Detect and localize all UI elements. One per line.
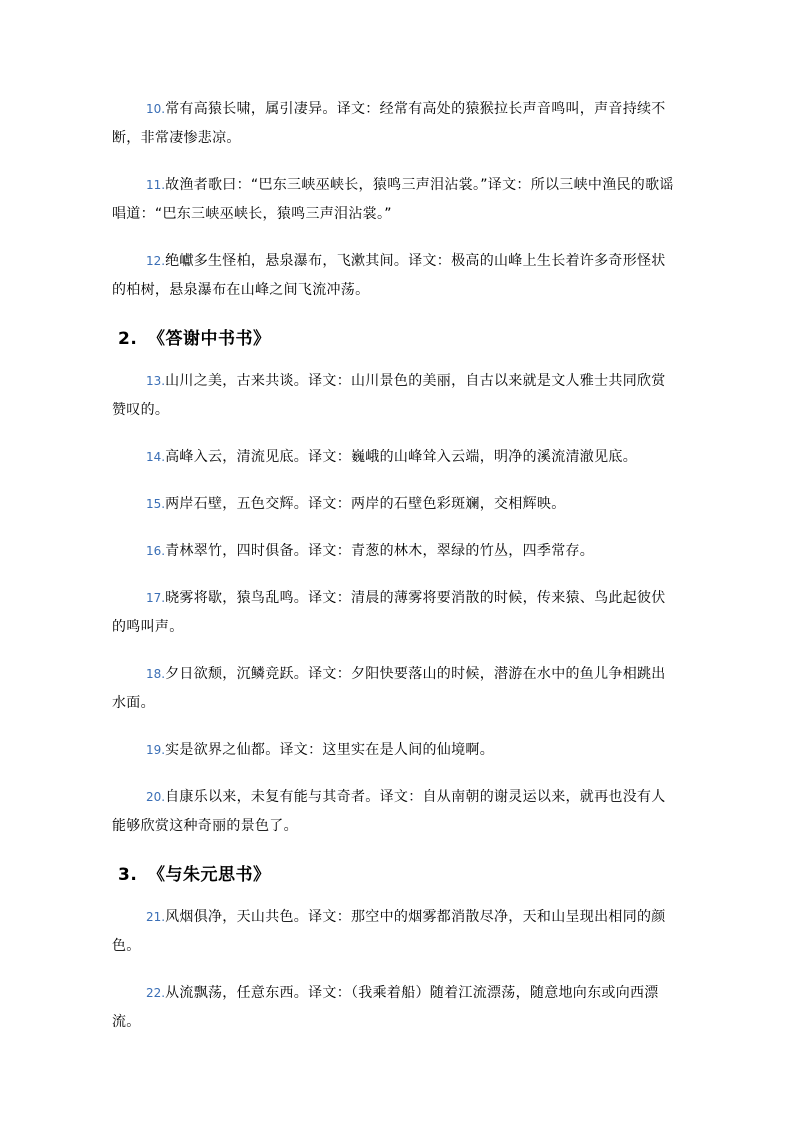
translation-item-17: [112, 584, 674, 642]
item-text: 青林翠竹，四时俱备。译文：青葱的林木，翠绿的竹丛，四季常存。: [165, 543, 595, 559]
item-text: 常有高猿长啸，属引凄异。译文：经常有高处的猿猴拉长声音鸣叫，声音持续不断，非常凄惨悲凉。: [112, 101, 666, 146]
item-number: 15.: [146, 497, 166, 511]
item-text: 两岸石壁，五色交辉。译文：两岸的石壁色彩斑斓，交相辉映。: [165, 496, 566, 512]
item-number: 12.: [146, 254, 166, 268]
item-number: 18.: [146, 667, 166, 681]
section-title: 《答谢中书书》: [148, 329, 271, 349]
item-text: 自康乐以来，未复有能与其奇者。译文：自从南朝的谢灵运以来，就再也没有人能够欣赏这种奇丽的景色了。: [112, 789, 666, 834]
translation-item-14: [112, 443, 674, 472]
item-text: 从流飘荡，任意东西。译文：（我乘着船）随着江流漂荡，随意地向东或向西漂流。: [112, 985, 659, 1030]
translation-item-11: [112, 171, 674, 229]
translation-item-18: [112, 660, 674, 718]
item-text: 实是欲界之仙都。译文：这里实在是人间的仙境啊。: [165, 742, 494, 758]
item-number: 10.: [146, 102, 166, 116]
item-number: 14.: [146, 450, 166, 464]
item-number: 17.: [146, 591, 166, 605]
item-text: 高峰入云，清流见底。译文：巍峨的山峰耸入云端，明净的溪流清澈见底。: [165, 449, 637, 465]
translation-item-16: [112, 537, 674, 566]
item-text: 山川之美，古来共谈。译文：山川景色的美丽，自古以来就是文人雅士共同欣赏赞叹的。: [112, 373, 666, 418]
item-text: 晓雾将歇，猿鸟乱鸣。译文：清晨的薄雾将要消散的时候，传来猿、鸟此起彼伏的鸣叫声。: [112, 590, 666, 635]
item-text: 夕日欲颓，沉鳞竞跃。译文：夕阳快要落山的时候，潜游在水中的鱼儿争相跳出水面。: [112, 666, 666, 711]
translation-item-21: [112, 903, 674, 961]
item-number: 21.: [146, 910, 166, 924]
item-number: 20.: [146, 790, 166, 804]
item-text: 绝巘多生怪柏，悬泉瀑布，飞漱其间。译文：极高的山峰上生长着许多奇形怪状的柏树，悬泉瀑布在山峰之间飞流冲荡。: [112, 253, 666, 298]
section-number: 2.: [118, 329, 138, 349]
section-title: 《与朱元思书》: [148, 865, 271, 885]
translation-item-19: [112, 736, 674, 765]
translation-item-15: [112, 490, 674, 519]
item-number: 19.: [146, 743, 166, 757]
item-number: 16.: [146, 544, 166, 558]
translation-item-12: [112, 247, 674, 305]
section-heading-2: [118, 323, 674, 355]
item-number: 11.: [146, 178, 166, 192]
section-heading-3: [118, 859, 674, 891]
item-number: 22.: [146, 986, 166, 1000]
translation-item-22: [112, 979, 674, 1037]
item-text: 故渔者歌曰：“巴东三峡巫峡长，猿鸣三声泪沾裳。”译文：所以三峡中渔民的歌谣唱道：“巴东三峡巫峡长，猿鸣三声泪沾裳。”: [112, 177, 674, 222]
item-text: 风烟俱净，天山共色。译文：那空中的烟雾都消散尽净，天和山呈现出相同的颜色。: [112, 909, 666, 954]
translation-item-10: [112, 95, 674, 153]
translation-item-13: [112, 367, 674, 425]
item-number: 13.: [146, 374, 166, 388]
translation-item-20: [112, 783, 674, 841]
section-number: 3.: [118, 865, 138, 885]
